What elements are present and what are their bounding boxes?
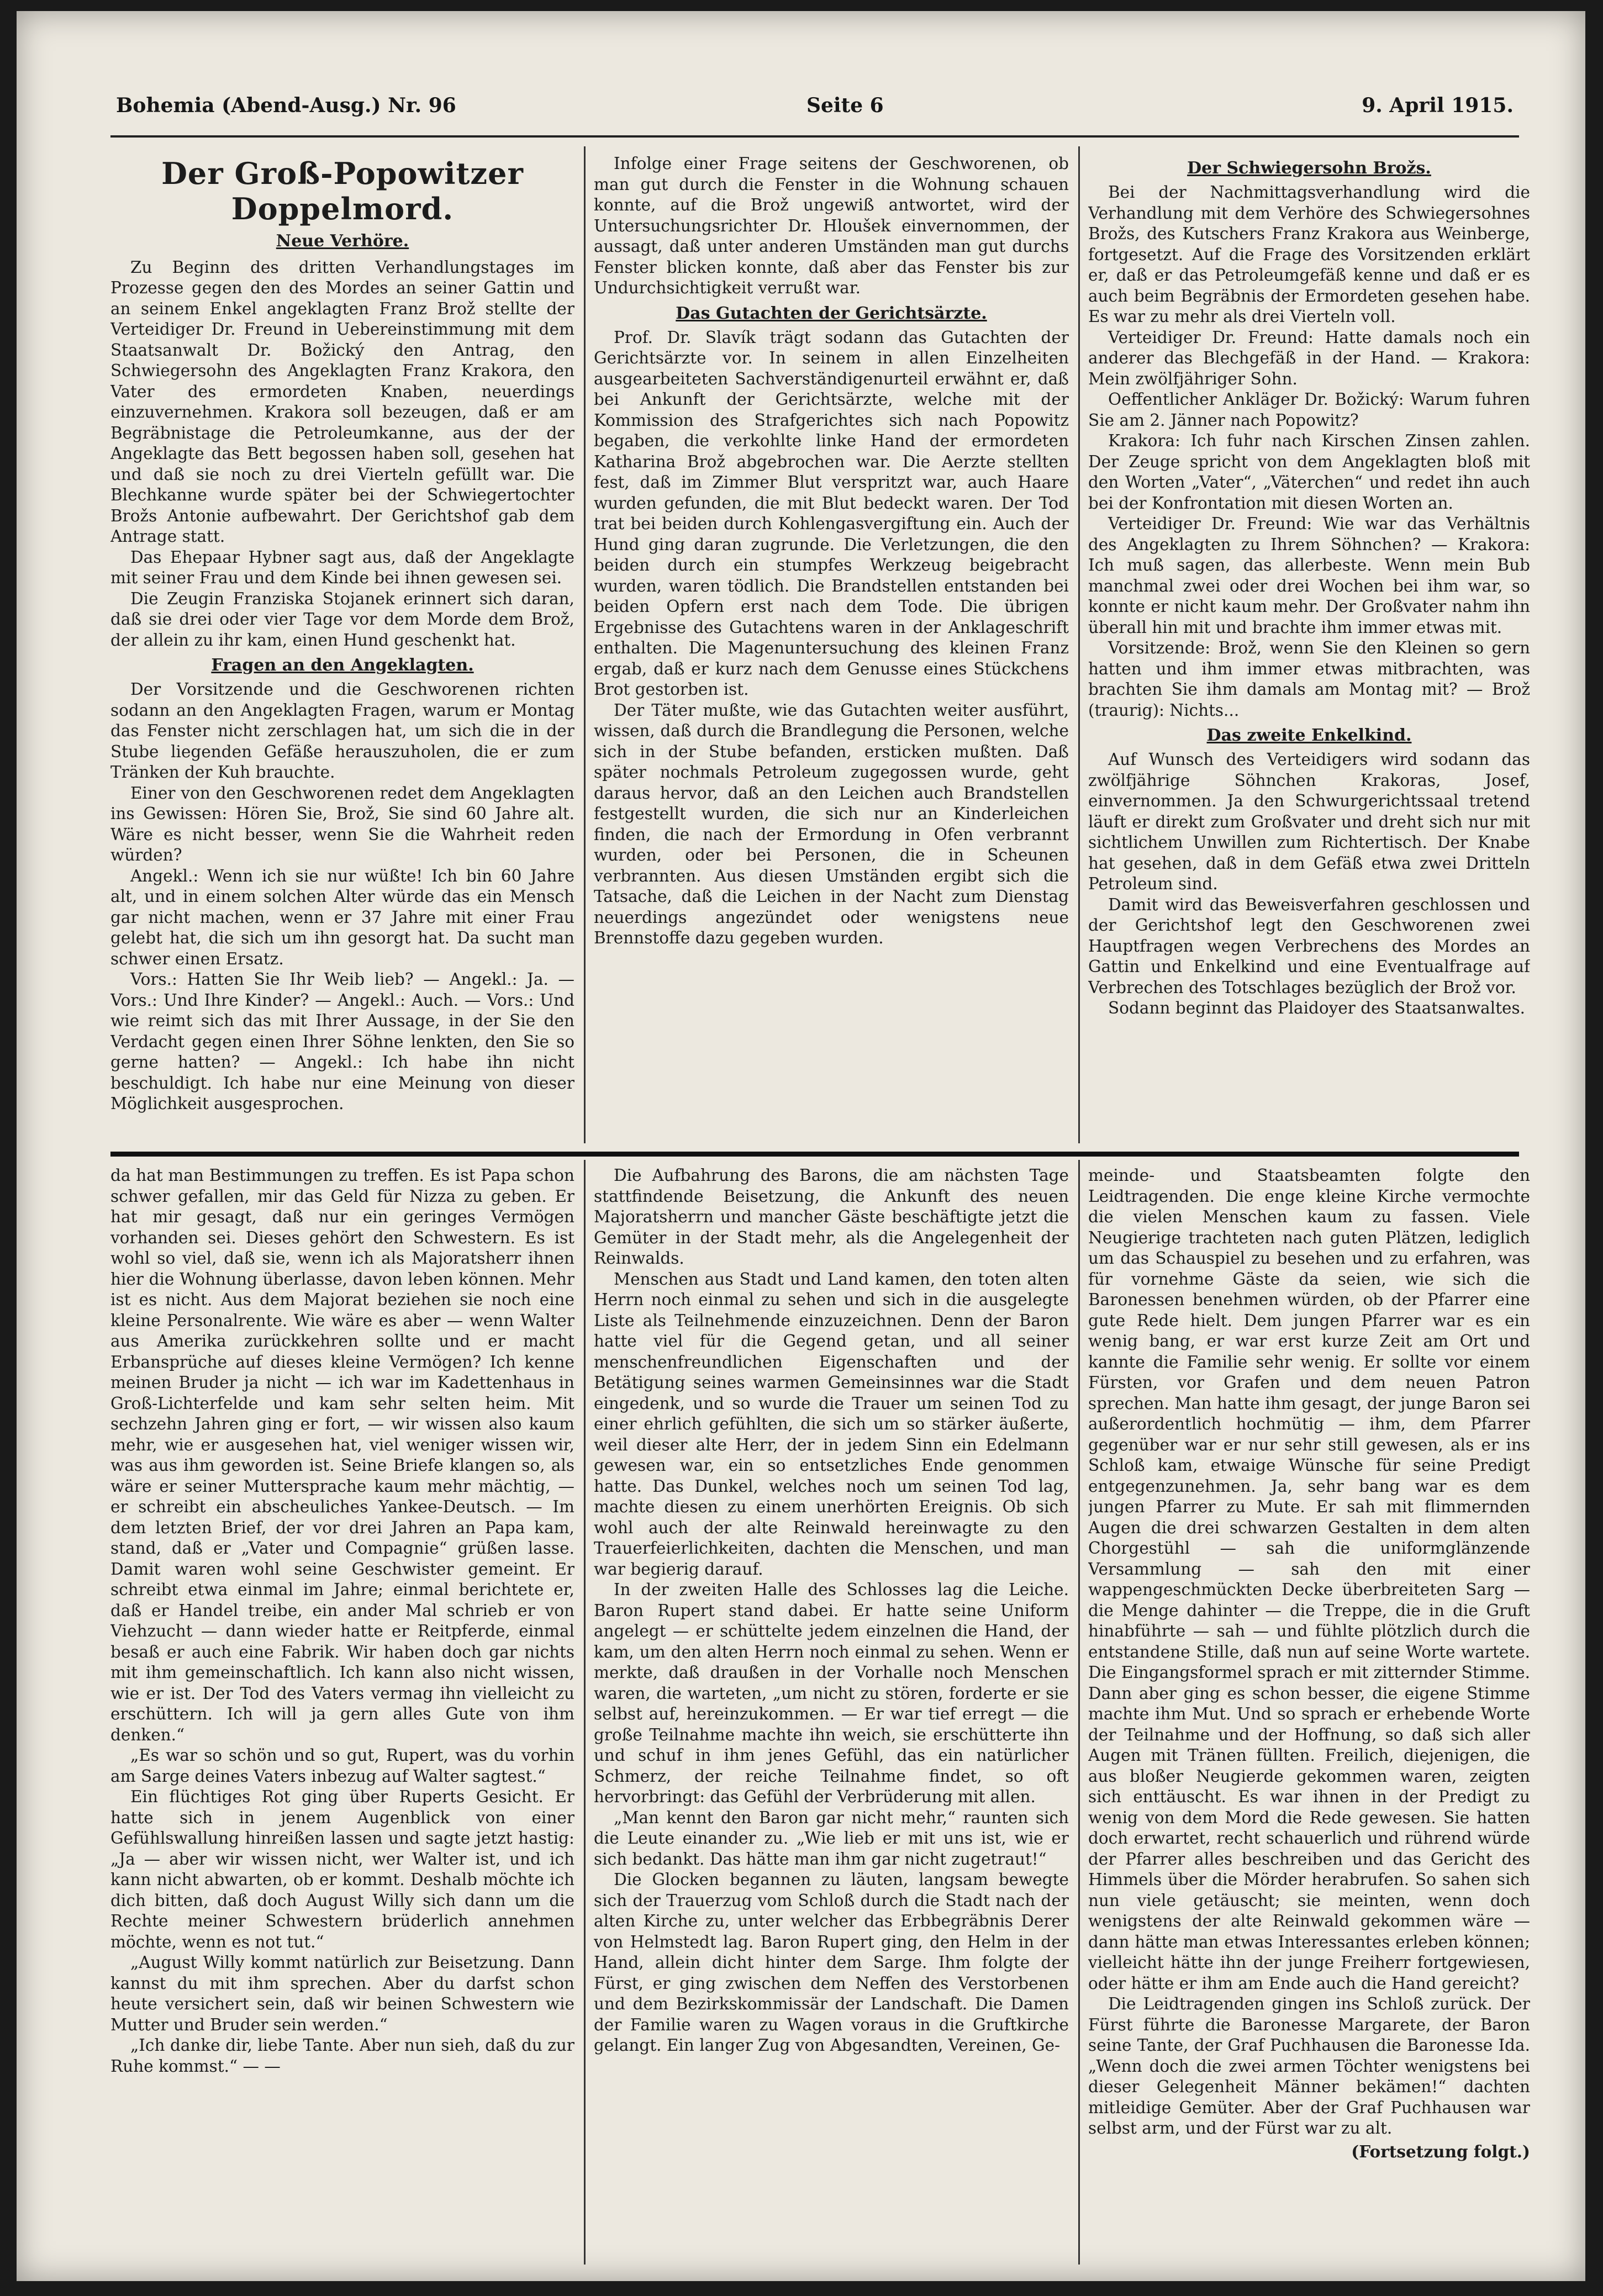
- header-rule: [110, 135, 1519, 138]
- paragraph: Sodann beginnt das Plaidoyer des Staatsanwaltes.: [1108, 999, 1526, 1017]
- feuilleton-column-1: [110, 1165, 574, 2265]
- paragraph: Verteidiger Dr. Freund: Wie war das Verhältnis des Angeklagten zu Ihrem Söhnchen? — Krakora: Ich muß sagen, das allerbeste. Wenn mein Bub manchmal zwei oder drei Wochen bei ihm war, so konnte er nicht kaum mehr. Der Großvater nahm ihn überall hin mit und brachte ihm immer etwas mit.: [1088, 514, 1530, 637]
- article-column-2: [594, 154, 1069, 1142]
- paragraph: Menschen aus Stadt und Land kamen, den toten alten Herrn noch einmal zu sehen und sich in die ausgelegte Liste als Teilnehmende einzuzeichnen. Denn der Baron hatte viel für die Gegend getan, und all seiner menschenfreundlichen Eigenschaften und der Betätigung seines warmen Gemeinsinnes war die Stadt eingedenk, und so wurde die Trauer um seinen Tod zu einer ehrlich gefühlten, die sich um so stärker äußerte, weil dieser alte Herr, der in jedem Sinn ein Edelmann gewesen war, ein so entsetzliches Ende genommen hatte. Das Dunkel, welches noch um seinen Tod lag, machte diesen zu einem unerhörten Ereignis. Ob sich wohl auch der alte Reinwald hereinwagte zu den Trauerfeierlichkeiten, dachten die Menschen, und man war begierig darauf.: [594, 1269, 1069, 1579]
- paragraph: Ein flüchtiges Rot ging über Ruperts Gesicht. Er hatte sich in jenem Augenblick von einer Gefühlswallung hinreißen lassen und sagte jetzt hastig: „Ja — aber wir wissen nicht, wer Walter ist, und ich kann nicht abwarten, ob er kommt. Deshalb möchte ich dich bitten, daß doch August Willy sich dann um die Rechte meiner Schwestern brüderlich annehmen möchte, wenn es not tut.“: [110, 1787, 574, 1951]
- paragraph: Prof. Dr. Slavík trägt sodann das Gutachten der Gerichtsärzte vor. In seinem in allen Einzelheiten ausgearbeiteten Sachverständigenurteil erwähnt er, daß bei Ankunft der Gerichtsärzte, welche mit der Kommission des Strafgerichtes sich nach Popowitz begaben, die verkohlte linke Hand der ermordeten Katharina Brož abgebrochen war. Die Aerzte stellten fest, daß im Zimmer Blut verspritzt war, auch Haare wurden gefunden, die mit Blut bedeckt waren. Der Tod trat bei beiden durch Kohlengasvergiftung ein. Auch der Hund ging daran zugrunde. Die Verletzungen, die den beiden durch ein stumpfes Werkzeug beigebracht wurden, waren tödlich. Die Brandstellen entstanden bei beiden Opfern erst nach dem Tode. Die übrigen Ergebnisse des Gutachtens waren in der Anklageschrift enthalten. Die Magenuntersuchung des kleinen Franz ergab, daß er kurz nach dem Genusse eines Stückchens Brot gestorben ist.: [594, 328, 1069, 699]
- column-divider: [584, 146, 586, 1143]
- paragraph: meinde- und Staatsbeamten folgte den Leidtragenden. Die enge kleine Kirche vermochte die vielen Menschen kaum zu fassen. Viele Neugierige trachteten nach guten Plätzen, lediglich um das Schauspiel zu besehen und zu erfahren, was für vornehme Gäste da seien, wie sich die Baronessen benehmen würden, ob der Pfarrer eine gute Rede hielt. Dem jungen Pfarrer war es ein wenig bang, er war erst kurze Zeit am Ort und kannte die Familie sehr wenig. Er sollte vor einem Fürsten, vor Grafen und dem neuen Patron sprechen. Man hatte ihm gesagt, der junge Baron sei außerordentlich hochmütig — ihm, dem Pfarrer gegenüber war er nur sehr still gewesen, als er ins Schloß kam, etwaige Wünsche für seine Predigt entgegenzunehmen. Ja, sehr bang war es dem jungen Pfarrer zu Mute. Er sah mit flimmernden Augen die drei schwarzen Gestalten in dem alten Chorgestühl — sah die uniformglänzende Versammlung — sah den mit einer wappengeschmückten Decke überbreiteten Sarg — die Menge dahinter — die Treppe, die in die Gruft hinabführte — sah — und fühlte plötzlich durch die entstandene Stille, daß nun auf seine Worte wartete. Die Eingangsformel sprach er mit zitternder Stimme. Dann aber ging es schon besser, die eigene Stimme machte ihm Mut. Und so sprach er erhebende Worte der Teilnahme und der Hoffnung, so daß sich aller Augen mit Tränen füllten. Freilich, diejenigen, die aus bloßer Neugierde gekommen waren, zeigten sich enttäuscht. Es war ihnen in der Predigt zu wenig von dem Mord die Rede gewesen. Sie hatten doch erwartet, recht schauerlich und rührend würde der Pfarrer alles beschreiben und das Gericht des Himmels über die Mörder herabrufen. So sahen sich nun viele getäuscht; sie meinten, wenn doch wenigstens der alte Reinwald gekommen wäre — dann hätte man etwas Interessantes erleben können; vielleicht hätte ihn der junge Freiherr fortgewiesen, oder hätte er ihm am Ende auch die Hand gereicht?: [1088, 1166, 1530, 1993]
- feuilleton-column-3: [1088, 1165, 1530, 2265]
- continuation-note: (Fortsetzung folgt.): [1351, 2141, 1530, 2161]
- article-column-1: [110, 154, 574, 1142]
- section-heading: Fragen an den Angeklagten.: [211, 656, 474, 675]
- paragraph: Infolge einer Frage seitens der Geschworenen, ob man gut durch die Fenster in die Wohnung schauen konnte, auf die Brož ungewiß antwortet, wird der Untersuchungsrichter Dr. Hloušek einvernommen, der aussagt, daß unter anderen Umständen man gut durchs Fenster blicken konnte, daß aber das Fenster bis zur Undurchsichtigkeit verrußt war.: [594, 154, 1069, 297]
- paragraph: Vorsitzende: Brož, wenn Sie den Kleinen so gern hatten und ihm immer etwas mitbrachten, was brachten Sie ihm damals am Montag mit? — Brož (traurig): Nichts...: [1088, 638, 1530, 720]
- paragraph: „Ich danke dir, liebe Tante. Aber nun sieh, daß du zur Ruhe kommst.“ — —: [110, 2036, 574, 2076]
- paragraph: Verteidiger Dr. Freund: Hatte damals noch ein anderer das Blechgefäß in der Hand. — Krakora: Mein zwölfjähriger Sohn.: [1088, 328, 1530, 388]
- column-divider: [1078, 146, 1080, 1143]
- page-header: [116, 94, 1514, 133]
- header-masthead: Bohemia (Abend-Ausg.) Nr. 96: [116, 94, 456, 117]
- feuilleton-column-2: [594, 1165, 1069, 2265]
- section-heading: Das zweite Enkelkind.: [1206, 726, 1412, 745]
- paragraph: „Es war so schön und so gut, Rupert, was du vorhin am Sarge deines Vaters inbezug auf Walter sagtest.“: [110, 1746, 574, 1786]
- section-heading: Der Schwiegersohn Brožs.: [1187, 159, 1431, 178]
- newspaper-page: [17, 11, 1585, 2281]
- header-date: 9. April 1915.: [1362, 94, 1514, 117]
- section-heading: Das Gutachten der Gerichtsärzte.: [676, 303, 987, 323]
- feuilleton-rule: [110, 1152, 1519, 1157]
- paragraph: Das Ehepaar Hybner sagt aus, daß der Angeklagte mit seiner Frau und dem Kinde bei ihnen gewesen sei.: [110, 547, 574, 587]
- paragraph: Die Zeugin Franziska Stojanek erinnert sich daran, daß sie drei oder vier Tage vor dem Morde dem Brož, der allein zu ihr kam, einen Hund geschenkt hat.: [110, 589, 574, 650]
- paragraph: Die Aufbahrung des Barons, die am nächsten Tage stattfindende Beisetzung, die Ankunft des neuen Majoratsherrn und mancher Gäste beschäftigte jetzt die Gemüter in der Stadt mehr, als die Angelegenheit der Reinwalds.: [594, 1166, 1069, 1268]
- paragraph: Krakora: Ich fuhr nach Kirschen Zinsen zahlen. Der Zeuge spricht von dem Angeklagten bloß mit den Worten „Vater“, „Väterchen“ und redet ihn auch bei der Konfrontation mit diesen Worten an.: [1088, 431, 1530, 513]
- paragraph: In der zweiten Halle des Schlosses lag die Leiche. Baron Rupert stand dabei. Er hatte seine Uniform angelegt — er schüttelte jedem einzelnen die Hand, der kam, um den alten Herrn noch einmal zu sehen. Wenn er merkte, daß draußen in der Vorhalle noch Menschen waren, die warteten, „um nicht zu stören, forderte er sie selbst auf, hereinzukommen. — Er war tief erregt — die große Teilnahme machte ihn weich, sie erschütterte ihn und schuf in ihm jenes Gefühl, das ein natürlicher Schmerz, der reiche Teilnahme findet, so oft hervorbringt: das Gefühl der Verbrüderung mit allen.: [594, 1580, 1069, 1806]
- paragraph: Bei der Nachmittagsverhandlung wird die Verhandlung mit dem Verhöre des Schwiegersohnes Brožs, des Kutschers Franz Krakora aus Weinberge, fortgesetzt. Auf die Frage des Vorsitzenden erklärt er, daß er das Petroleumgefäß kenne und daß er es auch beim Begräbnis der Ermordeten gesehen habe. Es war zu mehr als drei Vierteln voll.: [1088, 183, 1530, 326]
- paragraph: Die Glocken begannen zu läuten, langsam bewegte sich der Trauerzug vom Schloß durch die Stadt nach der alten Kirche zu, unter welcher das Erbbegräbnis Derer von Helmstedt lag. Baron Rupert ging, den Helm in der Hand, allein dicht hinter dem Sarge. Ihm folgte der Fürst, er ging zwischen dem Neffen des Verstorbenen und dem Bezirkskommissär der Landschaft. Die Damen der Familie waren zu Wagen voraus in die Gruftkirche gelangt. Ein langer Zug von Abgesandten, Vereinen, Ge-: [594, 1870, 1069, 2055]
- paragraph: Damit wird das Beweisverfahren geschlossen und der Gerichtshof legt den Geschworenen zwei Hauptfragen wegen Verbrechens des Mordes an Gattin und Enkelkind und eine Eventualfrage auf Verbrechen des Totschlages bezüglich der Brož vor.: [1088, 895, 1530, 997]
- paragraph: „Man kennt den Baron gar nicht mehr,“ raunten sich die Leute einander zu. „Wie lieb er mit uns ist, wie er sich bedankt. Das hätte man ihm gar nicht zugetraut!“: [594, 1808, 1069, 1869]
- article-subtitle: Neue Verhöre.: [276, 231, 409, 251]
- paragraph: Die Leidtragenden gingen ins Schloß zurück. Der Fürst führte die Baronesse Margarete, der Baron seine Tante, der Graf Puchhausen die Baronesse Ida. „Wenn doch die zwei armen Töchter wenigstens bei dieser Gelegenheit Männer bekämen!“ dachten mitleidige Gemüter. Aber der Graf Puchhausen war selbst arm, und der Fürst war zu alt.: [1088, 1994, 1530, 2137]
- paragraph: da hat man Bestimmungen zu treffen. Es ist Papa schon schwer gefallen, mir das Geld für Nizza zu geben. Er hat mir gesagt, daß nur ein geringes Vermögen vorhanden sei. Dieses gehört den Schwestern. Es ist wohl so viel, daß sie, wenn ich als Majoratsherr ihnen hier die Wohnung überlasse, davon leben können. Mehr ist es nicht. Aus dem Majorat beziehen sie noch eine kleine Personalrente. Wie wäre es aber — wenn Walter aus Amerika zurückkehren sollte und er macht Erbansprüche auf dieses kleine Vermögen? Ich kenne meinen Bruder ja nicht — ich war im Kadettenhaus in Groß-Lichterfelde und kam sehr selten heim. Mit sechzehn Jahren ging er fort, — wir wissen also kaum mehr, wie er ausgesehen hat, viel weniger wissen wir, was aus ihm geworden ist. Seine Briefe klangen so, als wäre er seiner Muttersprache kaum mehr mächtig, — er schreibt ein abscheuliches Yankee-Deutsch. — Im dem letzten Brief, der vor drei Jahren an Papa kam, stand, daß er „Vater und Compagnie“ grüßen lasse. Damit waren wohl seine Geschwister gemeint. Er schreibt etwa einmal im Jahre; einmal berichtete er, daß er Handel treibe, ein ander Mal schrieb er von Viehzucht — dann wieder hatte er Reitpferde, einmal besaß er auch eine Fabrik. Wir haben doch gar nichts mit ihm gemeinschaftlich. Ich kann also nicht wissen, wie er ist. Der Tod des Vaters vermag ihn vielleicht zu erschüttern. Ich will ja gern alles Gute von ihm denken.“: [110, 1166, 574, 1744]
- paragraph: Oeffentlicher Ankläger Dr. Božický: Warum fuhren Sie am 2. Jänner nach Popowitz?: [1088, 390, 1530, 430]
- paragraph: Der Täter mußte, wie das Gutachten weiter ausführt, wissen, daß durch die Brandlegung die Personen, welche sich in der Stube befanden, ersticken mußten. Daß später nochmals Petroleum zugegossen wurde, geht daraus hervor, daß an den Leichen auch Brandstellen festgestellt wurden, die sich nur an Kinderleichen finden, die nach der Ermordung in Ofen verbrannt wurden, oder bei Personen, die in Scheunen verbrannten. Aus diesen Umständen ergibt sich die Tatsache, daß die Leichen in der Nacht zum Dienstag neuerdings angezündet oder wenigstens neue Brennstoffe dazu gegeben wurden.: [594, 700, 1069, 947]
- column-divider: [584, 1160, 586, 2265]
- paragraph: Auf Wunsch des Verteidigers wird sodann das zwölfjährige Söhnchen Krakoras, Josef, einvernommen. Ja den Schwurgerichtssaal tretend läuft er direkt zum Großvater und dreht sich nur mit sichtlichem Unwillen zum Richtertisch. Der Knabe hat gesehen, daß in dem Gefäß etwa zwei Dritteln Petroleum sind.: [1088, 750, 1530, 893]
- paragraph: Zu Beginn des dritten Verhandlungstages im Prozesse gegen den des Mordes an seiner Gattin und an seinem Enkel angeklagten Franz Brož stellte der Verteidiger Dr. Freund in Uebereinstimmung mit dem Staatsanwalt Dr. Božický den Antrag, den Schwiegersohn des Angeklagten Franz Krakora, den Vater des ermordeten Knaben, neuerdings einzuvernehmen. Krakora soll bezeugen, daß er am Begräbnistage die Petroleumkanne, aus der der Angeklagte das Bett begossen haben soll, gesehen hat und daß sie noch zu drei Vierteln gefüllt war. Die Blechkanne wurde später bei der Schwiegertochter Brožs Antonie aufbewahrt. Der Gerichtshof gab dem Antrage statt.: [110, 257, 574, 546]
- paragraph: Einer von den Geschworenen redet dem Angeklagten ins Gewissen: Hören Sie, Brož, Sie sind 60 Jahre alt. Wäre es nicht besser, wenn Sie die Wahrheit reden würden?: [110, 783, 574, 864]
- paragraph: Vors.: Hatten Sie Ihr Weib lieb? — Angekl.: Ja. — Vors.: Und Ihre Kinder? — Angekl.: Auch. — Vors.: Und wie reimt sich das mit Ihrer Aussage, in der Sie den Verdacht gegen einen Ihrer Söhne lenkten, den Sie so gerne hatten? — Angekl.: Ich habe ihn nicht beschuldigt. Ich habe nur eine Meinung von dieser Möglichkeit ausgesprochen.: [110, 970, 574, 1113]
- header-page-number: Seite 6: [806, 94, 884, 117]
- column-divider: [1078, 1160, 1080, 2265]
- paragraph: Der Vorsitzende und die Geschworenen richten sodann an den Angeklagten Fragen, warum er Montag das Fenster nicht zerschlagen hat, um sich die in der Stube liegenden Gefäße herauszuholen, die er zum Tränken der Kuh brauchte.: [110, 680, 574, 782]
- paragraph: Angekl.: Wenn ich sie nur wüßte! Ich bin 60 Jahre alt, und in einem solchen Alter würde das ein Mensch gar nicht machen, wenn er 37 Jahre mit einer Frau gelebt hat, die sich um ihn gesorgt hat. Da sucht man schwer einen Ersatz.: [110, 866, 574, 968]
- article-title: Der Groß-Popowitzer Doppelmord.: [161, 156, 524, 226]
- article-column-3: [1088, 154, 1530, 1142]
- paragraph: „August Willy kommt natürlich zur Beisetzung. Dann kannst du mit ihm sprechen. Aber du darfst schon heute versichert sein, daß wir beinen Schwestern wie Mutter und Bruder sein werden.“: [110, 1953, 574, 2034]
